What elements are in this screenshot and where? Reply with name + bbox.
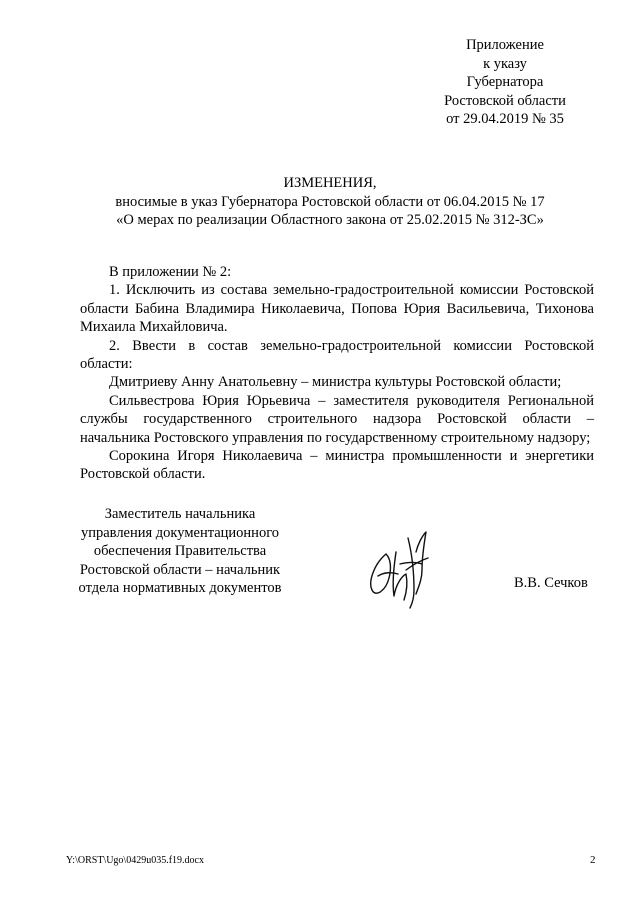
document-body [80, 263, 594, 484]
body-paragraph: 1. Исключить из состава земельно-градостроительной комиссии Ростовской области Бабина Владимира Николаевича, Попова Юрия Васильевича, Тихонова Михаила Михайловича. [80, 282, 594, 336]
signatory-name: В.В. Сечков [514, 575, 588, 591]
title-line: «О мерах по реализации Областного закона от 25.02.2015 № 312-ЗС» [116, 212, 544, 228]
annex-line: Приложение [466, 37, 544, 53]
document-title [80, 174, 580, 230]
signatory-title-line: отдела нормативных документов [78, 580, 282, 596]
annex-line: к указу [483, 55, 527, 72]
annex-line: от 29.04.2019 № 35 [446, 111, 564, 127]
body-paragraph: Сильвестрова Юрия Юрьевича – заместителя руководителя Региональной службы государственного строительного надзора Ростовской области – начальника Ростовского управления по государственному строительному надзору; [80, 392, 594, 446]
signatory-title-line: обеспечения Правительства [93, 543, 267, 559]
handwritten-signature [356, 524, 446, 614]
signatory-title-line: управления документационного [80, 524, 280, 541]
footer-file-path: Y:\ORST\Ugo\0429u035.f19.docx [66, 855, 204, 866]
page-number: 2 [590, 854, 596, 866]
body-paragraph: В приложении № 2: [109, 264, 232, 280]
annex-line: Губернатора [466, 74, 544, 90]
signatory-title [62, 505, 298, 598]
annex-line: Ростовской области [444, 92, 566, 109]
signatory-title-line: Ростовской области – начальник [79, 561, 281, 578]
title-line: вносимые в указ Губернатора Ростовской области от 06.04.2015 № 17 [115, 193, 545, 210]
title-heading: ИЗМЕНЕНИЯ, [283, 175, 377, 191]
body-paragraph: Дмитриеву Анну Анатольевну – министра культуры Ростовской области; [109, 374, 562, 391]
body-paragraph: Сорокина Игоря Николаевича – министра промышленности и энергетики Ростовской области. [80, 448, 594, 483]
body-paragraph: 2. Ввести в состав земельно-градостроительной комиссии Ростовской области: [80, 337, 594, 373]
annex-header [430, 36, 580, 129]
signatory-title-line: Заместитель начальника [104, 506, 256, 522]
